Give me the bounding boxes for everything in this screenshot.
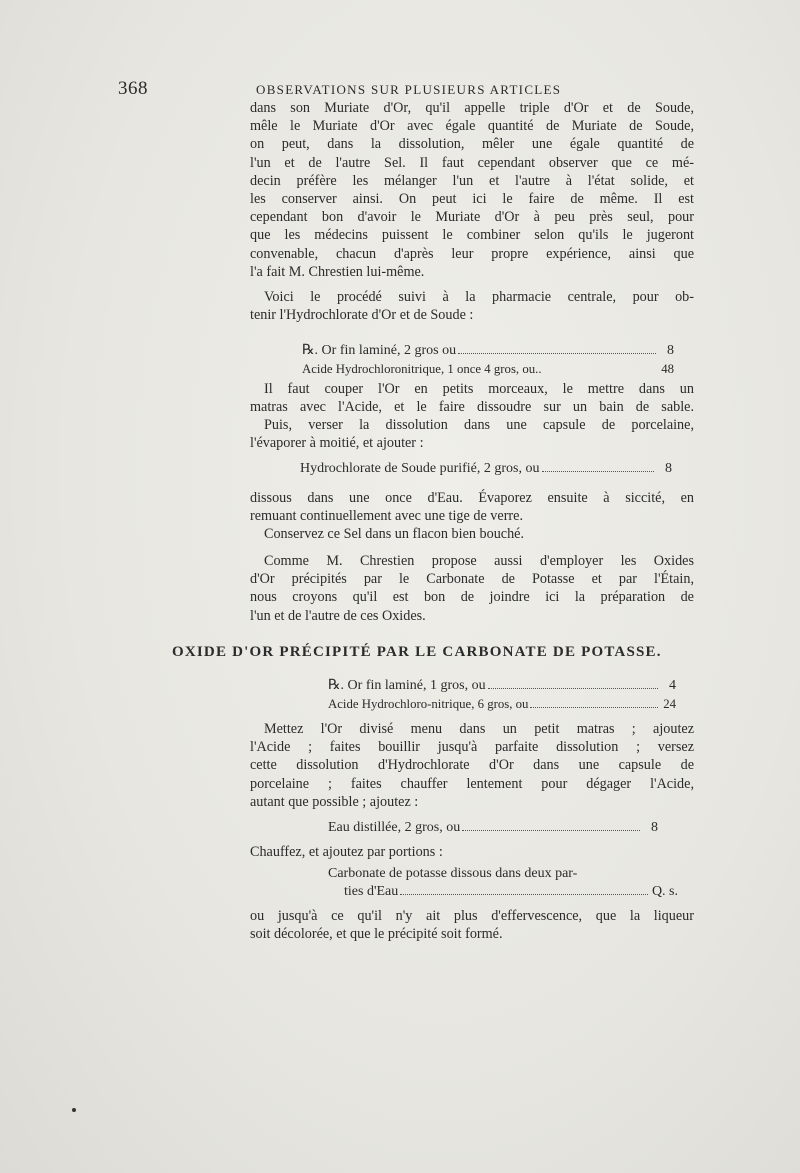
paragraph-3 xyxy=(250,380,694,416)
recipe-formula-2 xyxy=(300,460,672,478)
formula-row xyxy=(328,819,658,837)
formula-value: 8 xyxy=(665,461,672,476)
text-line: cette dissolution d'Hydrochlorate d'Or dans une capsule de xyxy=(250,757,694,774)
formula-row xyxy=(328,677,676,695)
formula-row xyxy=(328,695,676,713)
recipe-formula-4 xyxy=(328,819,658,837)
paragraph-6 xyxy=(250,525,694,543)
text-line: decin préfère les mélanger l'un et l'autre à l'état solide, et xyxy=(250,172,694,189)
text-line: convenable, chacun d'après leur propre expérience, ainsi que xyxy=(250,245,694,262)
dot-leader xyxy=(488,687,658,689)
text-line: tenir l'Hydrochlorate d'Or et de Soude : xyxy=(250,307,474,324)
text-line: Mettez l'Or divisé menu dans un petit matras ; ajoutez xyxy=(264,721,694,737)
text-line: que les médecins puissent le combiner selon qu'ils le jugeront xyxy=(250,227,694,244)
text-line: mêle le Muriate d'Or avec égale quantité de Muriate de Soude, xyxy=(250,118,694,135)
section-title: OXIDE D'OR PRÉCIPITÉ PAR LE CARBONATE DE POTASSE. xyxy=(172,644,662,660)
recipe-formula-3 xyxy=(328,677,676,713)
ink-spot xyxy=(72,1108,76,1112)
paragraph-7 xyxy=(250,552,694,625)
text-line: remuant continuellement avec une tige de verre. xyxy=(250,508,523,525)
text-line: l'un et de l'autre de ces Oxides. xyxy=(250,607,426,624)
text-line: on peut, dans la dissolution, mêler une égale quantité de xyxy=(250,136,694,153)
formula-label: Acide Hydrochloronitrique, 1 once 4 gros, ou.. xyxy=(302,362,542,376)
text-line: Puis, verser la dissolution dans une capsule de porcelaine, xyxy=(264,417,694,433)
formula-value: 8 xyxy=(651,820,658,835)
text-line: nous croyons qu'il est bon de joindre ici la préparation de xyxy=(250,589,694,606)
dot-leader xyxy=(530,706,658,708)
text-line: ou jusqu'à ce qu'il n'y ait plus d'effervescence, que la liqueur xyxy=(250,908,694,924)
formula-label: Eau distillée, 2 gros, ou xyxy=(328,820,461,835)
text-line: dans son Muriate d'Or, qu'il appelle triple d'Or et de Soude, xyxy=(250,100,694,116)
running-head: OBSERVATIONS SUR PLUSIEURS ARTICLES xyxy=(256,82,562,97)
text-line: Comme M. Chrestien propose aussi d'employer les Oxides xyxy=(264,553,694,569)
formula-row xyxy=(328,883,678,901)
dot-leader xyxy=(400,893,648,895)
text-line: dissous dans une once d'Eau. Évaporez ensuite à siccité, en xyxy=(250,490,694,506)
paragraph-5 xyxy=(250,489,694,525)
formula-label: ℞. Or fin laminé, 2 gros ou xyxy=(302,343,457,358)
formula-label: Carbonate de potasse dissous dans deux par- xyxy=(328,866,578,881)
text-line: les conserver ainsi. On peut ici le faire de même. Il est xyxy=(250,190,694,207)
text-line: l'un et de l'autre Sel. Il faut cependant observer que ce mé- xyxy=(250,154,694,171)
paragraph-9 xyxy=(250,843,694,861)
text-line: matras avec l'Acide, et le faire dissoudre sur un bain de sable. xyxy=(250,399,694,416)
page-number: 368 xyxy=(118,78,148,99)
formula-row xyxy=(328,865,678,883)
text-line: Chauffez, et ajoutez par portions : xyxy=(250,844,443,860)
formula-label: Hydrochlorate de Soude purifié, 2 gros, ou xyxy=(300,461,540,476)
formula-value: 48 xyxy=(661,362,674,376)
formula-label: ℞. Or fin laminé, 1 gros, ou xyxy=(328,678,486,693)
formula-label: Acide Hydrochloro-nitrique, 6 gros, ou xyxy=(328,697,529,711)
formula-value: 8 xyxy=(667,343,674,358)
text-line: porcelaine ; faites chauffer lentement pour dégager l'Acide, xyxy=(250,775,694,792)
text-line: Conservez ce Sel dans un flacon bien bouché. xyxy=(264,526,525,542)
paragraph-8 xyxy=(250,720,694,811)
text-line: Voici le procédé suivi à la pharmacie centrale, pour ob- xyxy=(264,289,694,305)
recipe-formula-5 xyxy=(328,865,678,901)
paragraph-1 xyxy=(250,99,694,281)
formula-value: Q. s. xyxy=(651,884,678,899)
dot-leader xyxy=(458,352,656,354)
text-line: Il faut couper l'Or en petits morceaux, le mettre dans un xyxy=(264,381,694,397)
dot-leader xyxy=(542,470,655,472)
formula-row xyxy=(302,342,674,360)
text-line: l'évaporer à moitié, et ajouter : xyxy=(250,435,424,452)
formula-value: 4 xyxy=(669,678,676,693)
text-line: l'a fait M. Chrestien lui-même. xyxy=(250,263,425,280)
text-line: soit décolorée, et que le précipité soit formé. xyxy=(250,926,503,943)
paragraph-10 xyxy=(250,907,694,943)
dot-leader xyxy=(544,372,656,373)
recipe-formula-1 xyxy=(302,342,674,378)
formula-label: ties d'Eau xyxy=(344,884,399,899)
paragraph-2 xyxy=(250,288,694,324)
formula-row xyxy=(300,460,672,478)
text-line: d'Or précipités par le Carbonate de Potasse et par l'Étain, xyxy=(250,571,694,588)
formula-row xyxy=(302,360,674,378)
paragraph-4 xyxy=(250,416,694,452)
formula-value: 24 xyxy=(663,697,676,711)
text-line: autant que possible ; ajoutez : xyxy=(250,793,419,810)
text-line: cependant bon d'avoir le Muriate d'Or à peu près seul, pour xyxy=(250,209,694,226)
text-line: l'Acide ; faites bouillir jusqu'à parfaite dissolution ; versez xyxy=(250,739,694,756)
dot-leader xyxy=(462,829,640,831)
